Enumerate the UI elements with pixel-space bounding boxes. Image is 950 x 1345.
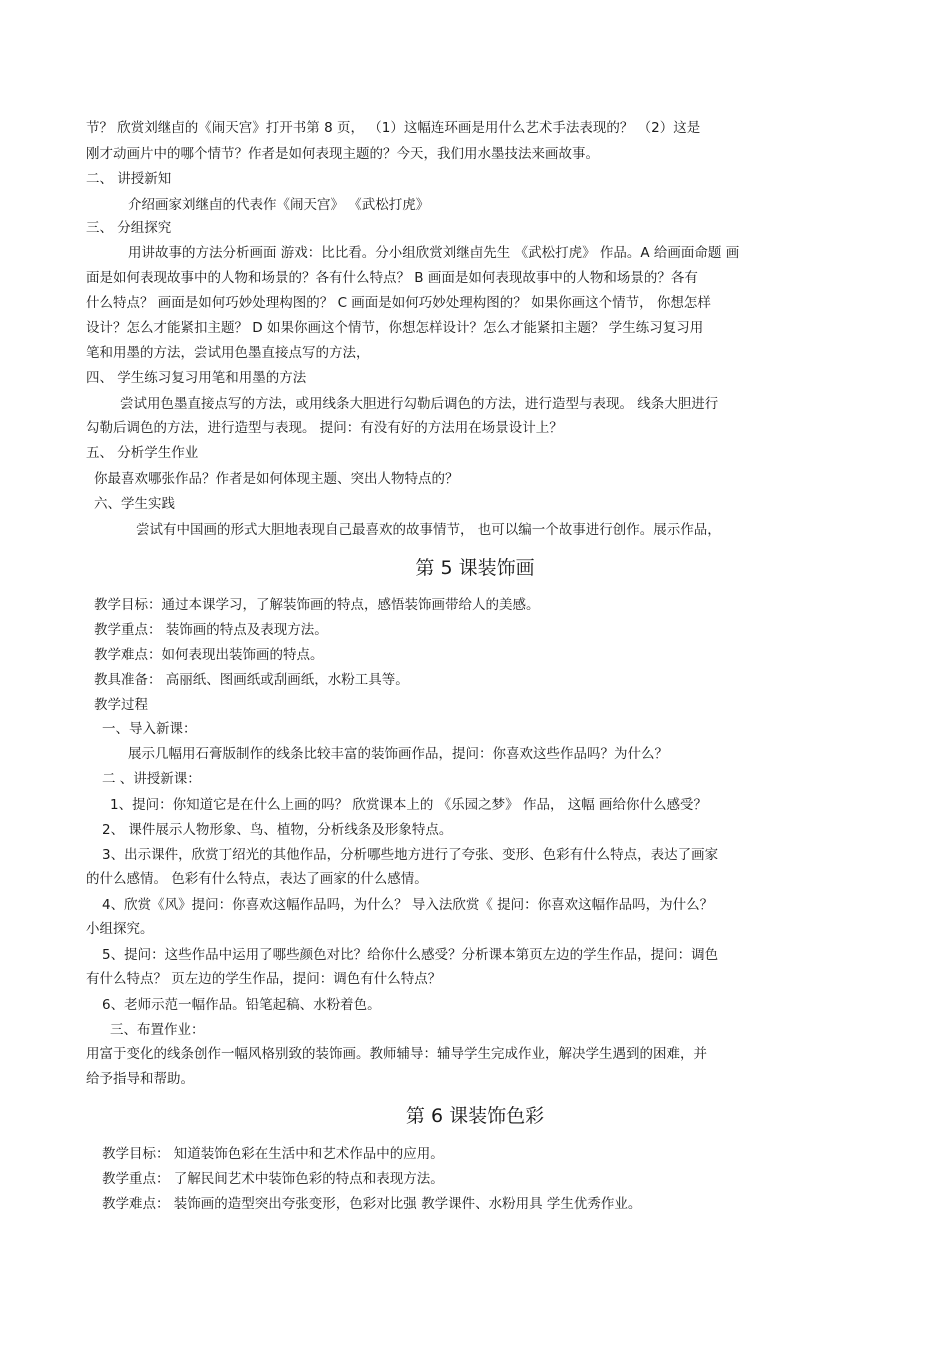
section-heading: 教学过程: [94, 697, 148, 713]
text-line: 尝试用色墨直接点写的方法，或用线条大胆进行勾勒后调色的方法，进行造型与表现。 线条大胆进行: [120, 396, 719, 412]
text-line: 1、提问：你知道它是在什么上画的吗？ 欣赏课本上的 《乐园之梦》 作品， 这幅 画给你什么感受？: [110, 797, 708, 813]
section-heading: 二、 讲授新知: [86, 171, 172, 187]
text-line: 面是如何表现故事中的人物和场景的？各有什么特点？ B 画面是如何表现故事中的人物和场景的？各有: [86, 270, 698, 286]
text-line: 教学难点：如何表现出装饰画的特点。: [94, 647, 324, 663]
section-heading: 一、导入新课：: [102, 721, 197, 737]
text-line: 6、老师示范一幅作品。铅笔起稿、水粉着色。: [102, 997, 381, 1013]
text-line: 给予指导和帮助。: [86, 1071, 194, 1087]
text-line: 用富于变化的线条创作一幅风格别致的装饰画。教师辅导：辅导学生完成作业，解决学生遇到的困难，并: [86, 1046, 707, 1062]
text-line: 笔和用墨的方法，尝试用色墨直接点写的方法，: [86, 345, 370, 361]
section-heading: 四、 学生练习复习用笔和用墨的方法: [86, 370, 307, 386]
text-line: 教学目标： 知道装饰色彩在生活中和艺术作品中的应用。: [102, 1146, 444, 1162]
text-line: 介绍画家刘继卣的代表作《闹天宫》 《武松打虎》: [128, 197, 430, 213]
lesson-title: 第 5 课装饰画: [415, 557, 535, 579]
text-line: 设计？怎么才能紧扣主题？ D 如果你画这个情节，你想怎样设计？怎么才能紧扣主题？ 学生练习复习用: [86, 320, 704, 336]
section-heading: 五、 分析学生作业: [86, 445, 199, 461]
text-line: 小组探究。: [86, 921, 154, 937]
text-line: 用讲故事的方法分析画面 游戏：比比看。分小组欣赏刘继卣先生 《武松打虎》 作品。A 给画面命题 画: [128, 245, 740, 261]
text-line: 教具准备： 高丽纸、图画纸或刮画纸，水粉工具等。: [94, 672, 409, 688]
text-line: 展示几幅用石膏版制作的线条比较丰富的装饰画作品，提问：你喜欢这些作品吗？为什么？: [128, 746, 668, 762]
section-heading: 三、布置作业：: [110, 1022, 205, 1038]
text-line: 教学目标：通过本课学习，了解装饰画的特点，感悟装饰画带给人的美感。: [94, 597, 540, 613]
text-line: 教学难点： 装饰画的造型突出夸张变形，色彩对比强 教学课件、水粉用具 学生优秀作业。: [102, 1196, 642, 1212]
text-line: 节？ 欣赏刘继卣的《闹天宫》打开书第 8 页， （1）这幅连环画是用什么艺术手法表现的？ （2）这是: [86, 120, 701, 136]
text-line: 4、欣赏《风》提问：你喜欢这幅作品吗，为什么？ 导入法欣赏《 提问：你喜欢这幅作品吗，为什么？: [102, 897, 714, 913]
text-line: 你最喜欢哪张作品？作者是如何体现主题、突出人物特点的？: [94, 471, 459, 487]
text-line: 的什么感情。 色彩有什么特点，表达了画家的什么感情。: [86, 871, 428, 887]
section-heading: 二 、讲授新课：: [102, 771, 201, 787]
text-line: 刚才动画片中的哪个情节？作者是如何表现主题的？今天，我们用水墨技法来画故事。: [86, 146, 599, 162]
text-line: 什么特点？ 画面是如何巧妙处理构图的？ C 画面是如何巧妙处理构图的？ 如果你画这个情节， 你想怎样: [86, 295, 711, 311]
section-heading: 三、 分组探究: [86, 220, 172, 236]
text-line: 有什么特点？ 页左边的学生作品，提问：调色有什么特点？: [86, 971, 442, 987]
text-line: 教学重点： 装饰画的特点及表现方法。: [94, 622, 328, 638]
lesson-title: 第 6 课装饰色彩: [405, 1105, 545, 1127]
section-heading: 六、学生实践: [94, 496, 175, 512]
text-line: 5、提问：这些作品中运用了哪些颜色对比？给你什么感受？分析课本第页左边的学生作品，提问：调色: [102, 947, 719, 963]
text-line: 3、出示课件，欣赏丁绍光的其他作品，分析哪些地方进行了夸张、变形、色彩有什么特点，表达了画家: [102, 847, 719, 863]
text-line: 2、 课件展示人物形象、鸟、植物，分析线条及形象特点。: [102, 822, 453, 838]
text-line: 勾勒后调色的方法，进行造型与表现。 提问：有没有好的方法用在场景设计上？: [86, 420, 563, 436]
text-line: 尝试有中国画的形式大胆地表现自己最喜欢的故事情节， 也可以编一个故事进行创作。展示作品，: [136, 522, 721, 538]
text-line: 教学重点： 了解民间艺术中装饰色彩的特点和表现方法。: [102, 1171, 444, 1187]
